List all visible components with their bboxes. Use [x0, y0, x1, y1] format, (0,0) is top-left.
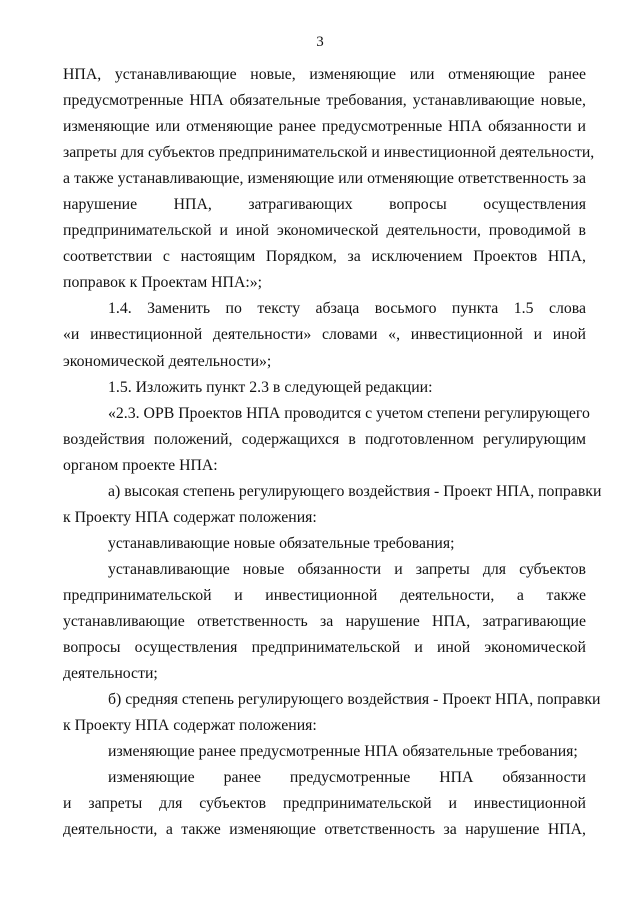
- text-line: НПА, устанавливающие новые, изменяющие или отменяющие ранее: [63, 66, 586, 83]
- text-line: 1.4. Заменить по тексту абзаца восьмого пункта 1.5 слова: [108, 300, 586, 318]
- text-line: предпринимательской и иной экономической деятельности, проводимой в: [63, 222, 586, 240]
- text-line: б) средняя степень регулирующего воздействия - Проект НПА, поправки: [108, 691, 601, 709]
- text-line: запреты для субъектов предпринимательской и инвестиционной деятельности,: [63, 144, 595, 162]
- text-line: деятельности, а также изменяющие ответственность за нарушение НПА,: [63, 821, 586, 839]
- text-line: к Проекту НПА содержат положения:: [63, 508, 317, 526]
- page-number: 3: [316, 34, 324, 50]
- text-line: а) высокая степень регулирующего воздействия - Проект НПА, поправки: [108, 482, 602, 500]
- text-line: устанавливающие новые обязанности и запреты для субъектов: [108, 560, 586, 578]
- text-line: изменяющие ранее предусмотренные НПА обязательные требования;: [108, 743, 578, 761]
- text-line: экономической деятельности»;: [63, 352, 272, 370]
- text-line: 1.5. Изложить пункт 2.3 в следующей редакции:: [108, 378, 433, 396]
- text-line: устанавливающие ответственность за нарушение НПА, затрагивающие: [63, 612, 586, 630]
- text-line: вопросы осуществления предпринимательской и иной экономической: [63, 639, 586, 657]
- text-line: изменяющие или отменяющие ранее предусмотренные НПА обязанности и: [63, 118, 586, 136]
- text-line: «2.3. ОРВ Проектов НПА проводится с учетом степени регулирующего: [108, 404, 590, 422]
- body-text: [63, 62, 602, 843]
- text-line: нарушение НПА, затрагивающих вопросы осуществления: [63, 196, 586, 214]
- text-line: а также устанавливающие, изменяющие или отменяющие ответственность за: [63, 170, 586, 188]
- text-line: к Проекту НПА содержат положения:: [63, 717, 317, 735]
- text-line: органом проекте НПА:: [63, 456, 218, 474]
- text-line: и запреты для субъектов предпринимательской и инвестиционной: [63, 795, 586, 813]
- text-line: изменяющие ранее предусмотренные НПА обязанности: [108, 769, 586, 787]
- text-line: предусмотренные НПА обязательные требования, устанавливающие новые,: [63, 92, 586, 110]
- text-line: воздействия положений, содержащихся в подготовленном регулирующим: [63, 430, 586, 448]
- text-line: «и инвестиционной деятельности» словами «, инвестиционной и иной: [63, 326, 586, 344]
- text-line: поправок к Проектам НПА:»;: [63, 274, 263, 292]
- text-line: деятельности;: [63, 665, 158, 683]
- text-line: соответствии с настоящим Порядком, за исключением Проектов НПА,: [63, 248, 586, 266]
- text-line: устанавливающие новые обязательные требования;: [108, 534, 455, 552]
- text-line: предпринимательской и инвестиционной деятельности, а также: [63, 586, 586, 604]
